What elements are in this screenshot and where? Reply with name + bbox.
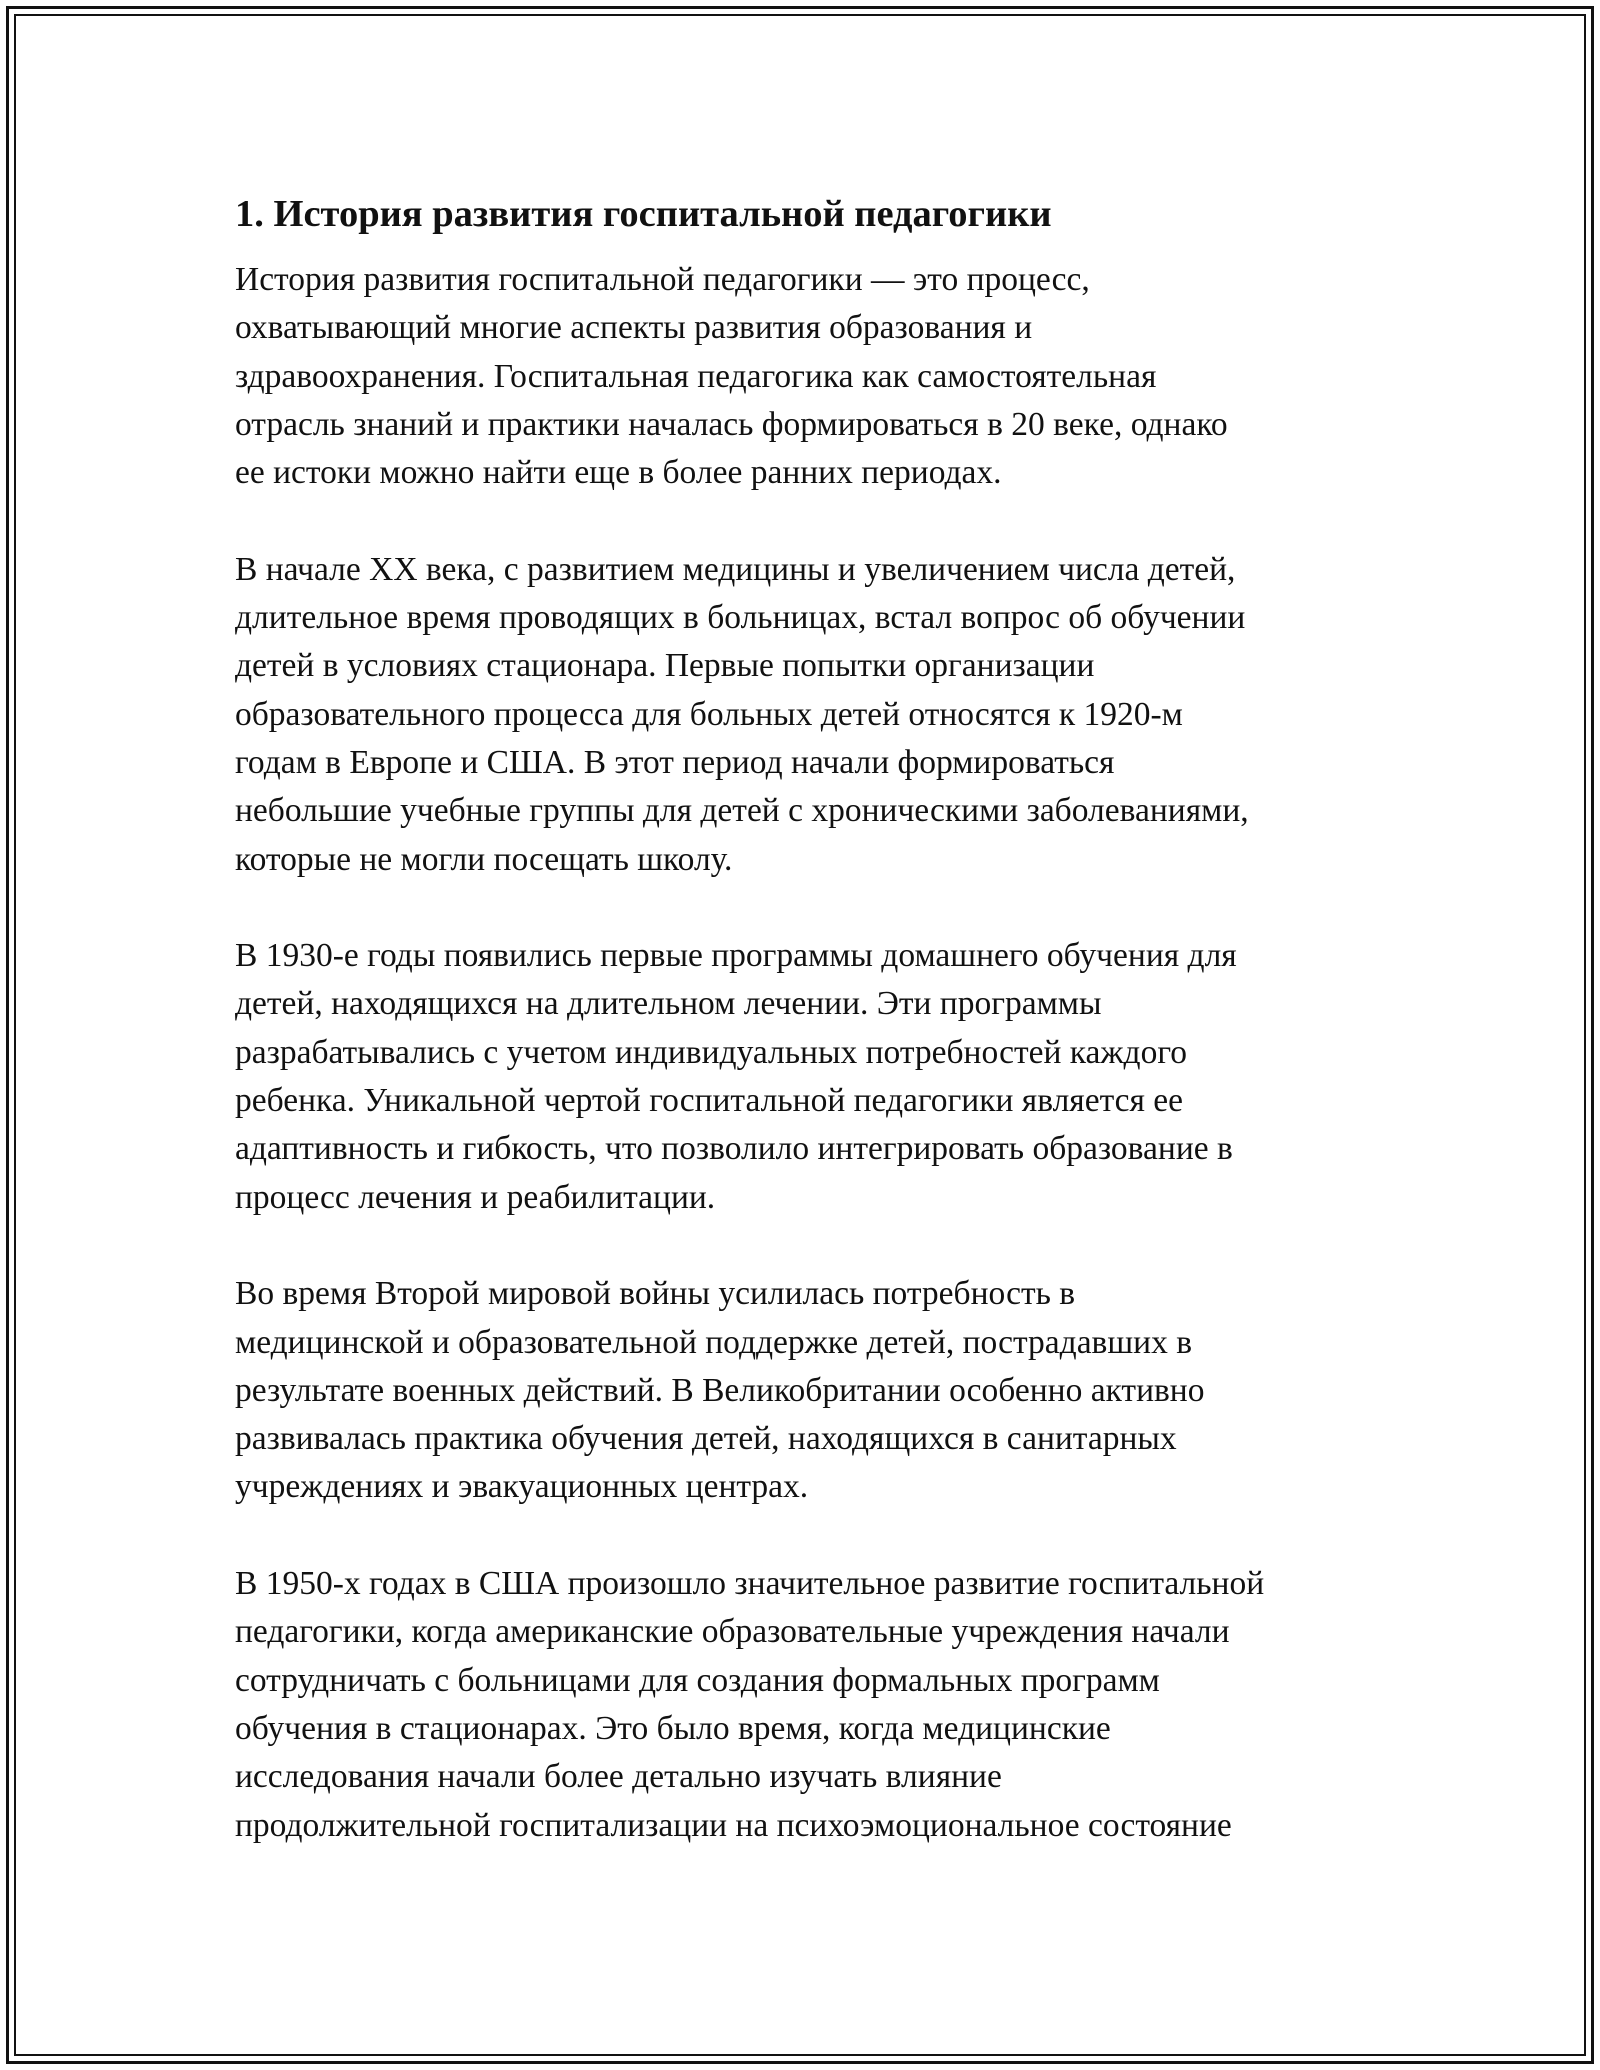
paragraph-line: образовательного процесса для больных детей относятся к 1920-м [235, 695, 1183, 733]
paragraph-line: охватывающий многие аспекты развития образования и [235, 309, 1033, 347]
paragraph-line: медицинской и образовательной поддержке детей, пострадавших в [235, 1323, 1193, 1361]
paragraph-line: сотрудничать с больницами для создания формальных программ [235, 1661, 1160, 1699]
paragraph-line: учреждениях и эвакуационных центрах. [235, 1468, 809, 1506]
paragraph-line: длительное время проводящих в больницах, встал вопрос об обучении [235, 599, 1246, 637]
paragraph-line: небольшие учебные группы для детей с хроническими заболеваниями, [235, 792, 1249, 830]
paragraph-line: детей, находящихся на длительном лечении. Эти программы [235, 985, 1102, 1023]
paragraph-line: обучения в стационарах. Это было время, когда медицинские [235, 1709, 1111, 1747]
paragraph-line: разрабатывались с учетом индивидуальных потребностей каждого [235, 1033, 1187, 1071]
paragraph [235, 932, 1365, 1222]
paragraph-line: которые не могли посещать школу. [235, 840, 733, 878]
paragraph-line: здравоохранения. Госпитальная педагогика как самостоятельная [235, 357, 1157, 395]
paragraph-line: продолжительной госпитализации на психоэмоциональное состояние [235, 1806, 1232, 1844]
paragraph-line: отрасль знаний и практики началась формироваться в 20 веке, однако [235, 405, 1228, 443]
paragraph-line: В 1950-х годах в США произошло значительное развитие госпитальной [235, 1565, 1265, 1603]
paragraph-line: педагогики, когда американские образовательные учреждения начали [235, 1613, 1230, 1651]
paragraph-line: В 1930-е годы появились первые программы домашнего обучения для [235, 937, 1237, 975]
paragraph [235, 1270, 1365, 1511]
paragraph-line: ее истоки можно найти еще в более ранних периодах. [235, 454, 1002, 492]
paragraph-line: процесс лечения и реабилитации. [235, 1178, 716, 1216]
paragraph-line: результате военных действий. В Великобритании особенно активно [235, 1371, 1205, 1409]
paragraph-line: адаптивность и гибкость, что позволило интегрировать образование в [235, 1130, 1233, 1168]
paragraph-list [235, 256, 1365, 1850]
paragraph-line: В начале XX века, с развитием медицины и увеличением числа детей, [235, 550, 1236, 588]
paragraph [235, 546, 1365, 884]
paragraph-line: Во время Второй мировой войны усилилась потребность в [235, 1275, 1076, 1313]
paragraph-line: детей в условиях стационара. Первые попытки организации [235, 647, 1095, 685]
paragraph-line: годам в Европе и США. В этот период начали формироваться [235, 743, 1115, 781]
paragraph-line: История развития госпитальной педагогики — это процесс, [235, 261, 1090, 298]
paragraph-line: развивалась практика обучения детей, находящихся в санитарных [235, 1420, 1177, 1458]
paragraph [235, 256, 1365, 497]
paragraph-line: исследования начали более детально изучать влияние [235, 1758, 1002, 1796]
paragraph [235, 1560, 1365, 1850]
document-body [235, 190, 1365, 1898]
section-heading: 1. История развития госпитальной педагогики [235, 193, 1052, 235]
paragraph-line: ребенка. Уникальной чертой госпитальной педагогики является ее [235, 1082, 1184, 1120]
